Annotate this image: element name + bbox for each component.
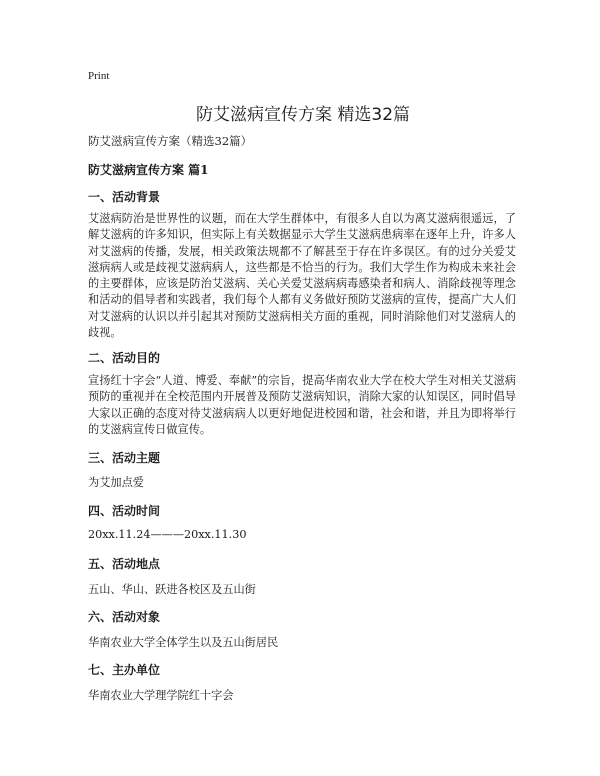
section-heading-location: 五、活动地点 <box>88 557 161 571</box>
section-heading-organizer: 七、主办单位 <box>88 663 161 677</box>
section-body-background: 艾滋病防治是世界性的议题，而在大学生群体中，有很多人自以为离艾滋病很遥远，了解艾滋病的许多知识，但实际上有关数据显示大学生艾滋病患病率在逐年上升，许多人对艾滋病的传播，发展，相关政策法规都不了解甚至于存在许多误区。有的过分关爱艾滋病病人或是歧视艾滋病病人，这些都是不恰当的行为。我们大学生作为构成未来社会的主要群体，应该是防治艾滋病、关心关爱艾滋病病毒感染者和病人、消除歧视等理念和活动的倡导者和实践者，我们每个人都有义务做好预防艾滋病的宣传，提高广大人们对艾滋病的认识以并引起其对预防艾滋病相关方面的重视，同时消除他们对艾滋病人的歧视。 <box>88 212 516 340</box>
section-heading-background: 一、活动背景 <box>88 190 161 204</box>
section-heading-audience: 六、活动对象 <box>88 610 161 624</box>
document-title: 防艾滋病宣传方案 精选32篇 <box>195 105 411 125</box>
section-body-theme: 为艾加点爱 <box>88 476 144 489</box>
section-heading-time: 四、活动时间 <box>88 504 161 518</box>
document-subtitle: 防艾滋病宣传方案（精选32篇） <box>88 134 253 148</box>
section-body-organizer: 华南农业大学理学院红十字会 <box>88 689 234 702</box>
print-label[interactable]: Print <box>88 70 110 82</box>
part-title: 防艾滋病宣传方案 篇1 <box>88 163 209 177</box>
section-body-location: 五山、华山、跃进各校区及五山街 <box>88 583 256 596</box>
section-heading-theme: 三、活动主题 <box>88 451 161 465</box>
section-body-purpose: 宣扬红十字会“人道、博爱、奉献”的宗旨，提高华南农业大学在校大学生对相关艾滋病预防的重视并在全校范围内开展普及预防艾滋病知识，消除大家的认知误区，同时倡导大家以正确的态度对待艾滋病病人以更好地促进校园和谐，社会和谐，并且为即将举行的艾滋病宣传日做宣传。 <box>88 374 516 436</box>
section-body-audience: 华南农业大学全体学生以及五山街居民 <box>88 636 279 649</box>
section-body-time: 20xx.11.24———20xx.11.30 <box>88 528 247 541</box>
section-heading-purpose: 二、活动目的 <box>88 351 161 365</box>
